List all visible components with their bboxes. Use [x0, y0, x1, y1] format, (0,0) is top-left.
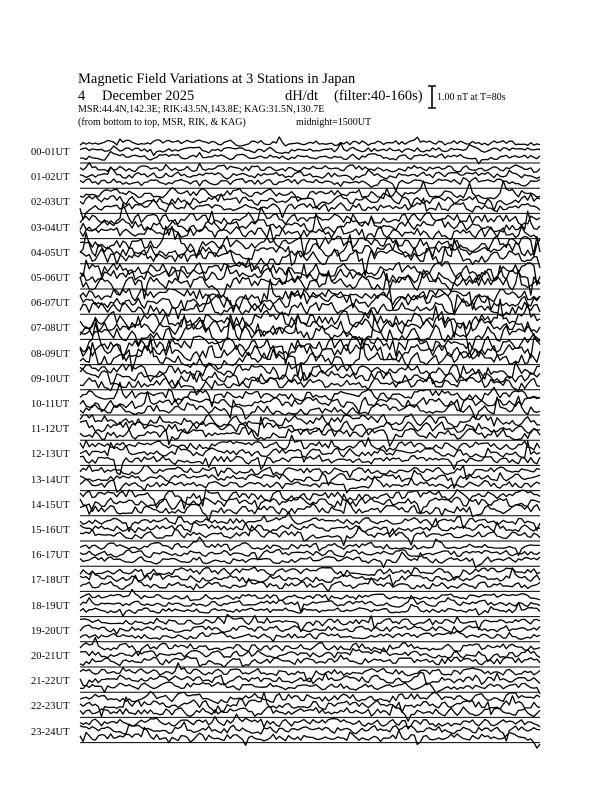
- filter-label: (filter:40-160s): [334, 88, 423, 104]
- trace-rik: [80, 625, 540, 634]
- trace-kag: [80, 414, 540, 427]
- scale-bar: [428, 86, 436, 108]
- hour-label: 16-17UT: [31, 550, 70, 562]
- hour-row: [80, 181, 540, 219]
- hour-row: [80, 512, 540, 546]
- hour-label: 12-13UT: [31, 449, 70, 461]
- order-note: (from bottom to top, MSR, RIK, & KAG): [78, 117, 246, 128]
- trace-rik: [80, 672, 540, 686]
- hour-row: [80, 465, 540, 493]
- scale-bar-label: 1.00 nT at T=80s: [437, 92, 506, 103]
- hour-row: [80, 137, 540, 164]
- trace-msr: [80, 705, 540, 721]
- hour-row: [80, 490, 540, 521]
- hour-row: [80, 567, 540, 591]
- hour-label: 14-15UT: [31, 499, 70, 511]
- chart-title: Magnetic Field Variations at 3 Stations in Japan: [78, 71, 356, 87]
- trace-kag: [80, 163, 540, 173]
- hour-label: 22-23UT: [31, 701, 70, 713]
- stations-label: MSR:44.4N,142.3E; RIK:43.5N,143.8E; KAG:31.5N,130.7E: [78, 104, 325, 115]
- trace-msr: [80, 552, 540, 568]
- hour-label: 02-03UT: [31, 197, 70, 209]
- hour-label: 19-20UT: [31, 625, 70, 637]
- hour-row: [80, 714, 540, 748]
- hour-label: 17-18UT: [31, 575, 70, 587]
- trace-kag: [80, 692, 540, 704]
- hour-label: 01-02UT: [31, 172, 70, 184]
- hour-label: 06-07UT: [31, 298, 70, 310]
- hour-row: [80, 382, 540, 419]
- hour-row: [80, 537, 540, 567]
- hour-label: 18-19UT: [31, 600, 70, 612]
- trace-rik: [80, 143, 540, 155]
- day-label: 4: [78, 88, 86, 104]
- trace-kag: [80, 204, 540, 226]
- quantity-label: dH/dt: [285, 88, 319, 104]
- trace-kag: [80, 299, 540, 337]
- trace-msr: [80, 152, 540, 164]
- trace-kag: [80, 435, 540, 451]
- trace-kag: [80, 323, 540, 364]
- trace-msr: [80, 500, 540, 521]
- hour-label: 23-24UT: [31, 726, 70, 738]
- hour-label: 20-21UT: [31, 651, 70, 662]
- hour-row: [80, 435, 540, 475]
- hour-label: 21-22UT: [31, 676, 70, 688]
- hour-label: 04-05UT: [31, 247, 70, 259]
- hour-label: 11-12UT: [31, 424, 70, 436]
- trace-kag: [80, 137, 540, 146]
- month-year-label: December 2025: [102, 88, 195, 104]
- trace-kag: [80, 226, 540, 258]
- midnight-note: midnight=1500UT: [296, 117, 372, 128]
- hour-row: [80, 663, 540, 694]
- hour-row: [80, 692, 540, 722]
- hour-label: 08-09UT: [31, 348, 70, 360]
- hour-label: 09-10UT: [31, 373, 70, 385]
- hour-row: [80, 204, 540, 243]
- trace-rik: [80, 549, 540, 560]
- trace-kag: [80, 638, 540, 656]
- trace-msr: [80, 627, 540, 642]
- hour-label: 10-11UT: [31, 399, 70, 410]
- hour-label: 15-16UT: [31, 525, 70, 536]
- hour-label: 05-06UT: [31, 273, 70, 284]
- hour-label: 03-04UT: [31, 222, 70, 234]
- hour-row: [80, 589, 540, 616]
- trace-rik: [80, 233, 540, 265]
- hour-row: [80, 414, 540, 446]
- hour-row: [80, 279, 540, 318]
- trace-kag: [80, 714, 540, 729]
- hour-label: 07-08UT: [31, 323, 70, 335]
- hour-label: 13-14UT: [31, 474, 70, 486]
- hour-label: 00-01UT: [31, 147, 70, 158]
- hour-row: [80, 615, 540, 642]
- hour-row: [80, 362, 540, 395]
